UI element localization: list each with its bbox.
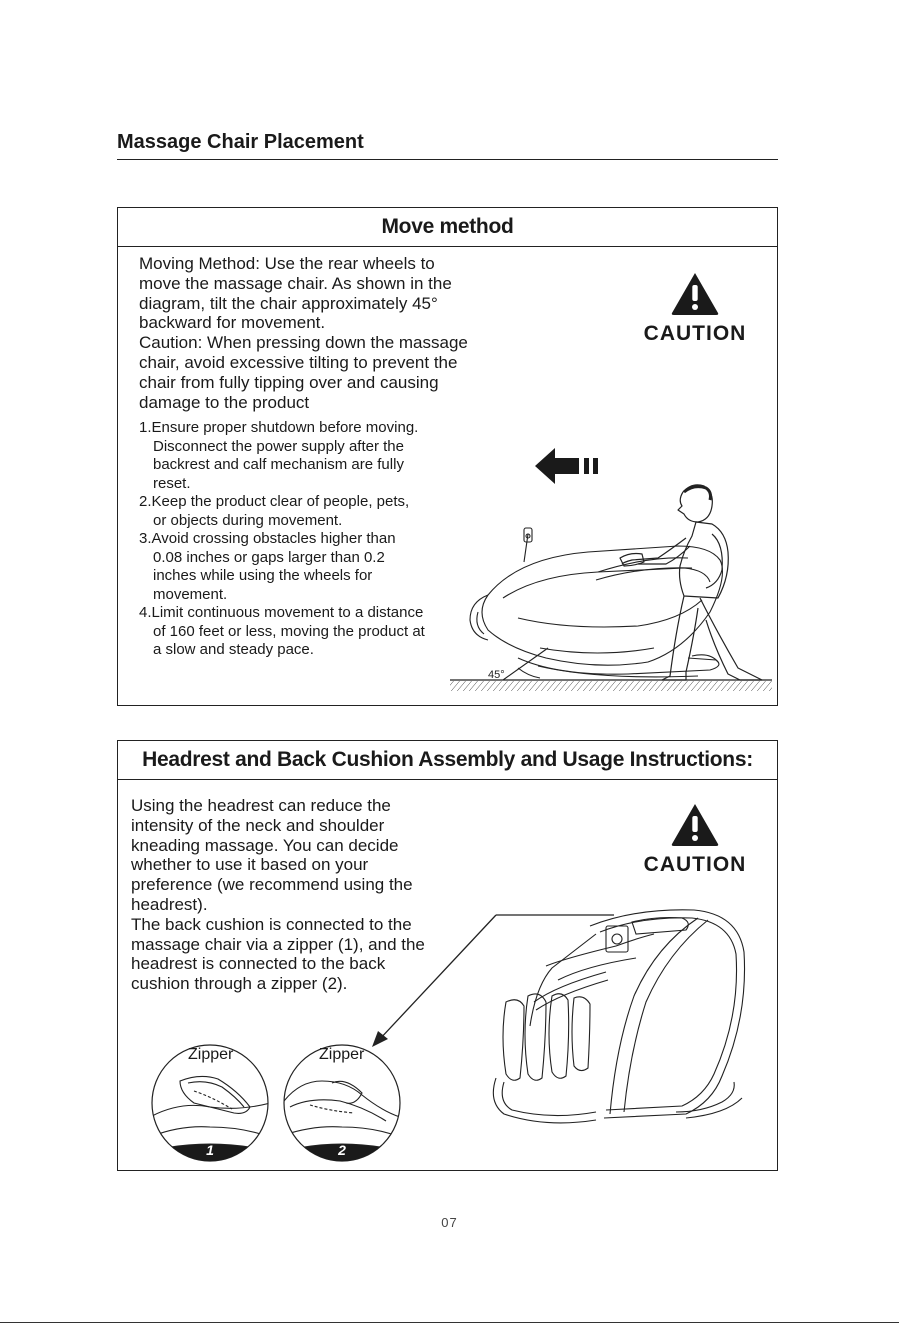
step-line: 4.Limit continuous movement to a distance xyxy=(139,604,424,621)
move-method-heading: Move method xyxy=(118,208,777,247)
intro-line: move the massage chair. As shown in the xyxy=(139,273,452,293)
intro-line: chair from fully tipping over and causing xyxy=(139,372,439,392)
caution-badge xyxy=(630,271,760,346)
instruction-line: kneading massage. You can decide xyxy=(131,835,399,855)
intro-line: Moving Method: Use the rear wheels to xyxy=(139,254,435,273)
step-line: backrest and calf mechanism are fully xyxy=(153,456,404,473)
instruction-line: headrest). xyxy=(131,894,208,914)
instruction-line: The back cushion is connected to the xyxy=(131,914,412,934)
zipper-label-1: Zipper xyxy=(188,1046,234,1063)
intro-line: backward for movement. xyxy=(139,313,326,333)
intro-line: damage to the product xyxy=(139,392,310,412)
zipper-number-2: 2 xyxy=(338,1142,346,1158)
caution-label: CAUTION xyxy=(643,853,747,876)
tilting-chair-illustration xyxy=(448,480,778,705)
move-steps-list xyxy=(139,419,425,660)
instruction-line: intensity of the neck and shoulder xyxy=(131,815,385,835)
step-line: 0.08 inches or gaps larger than 0.2 xyxy=(153,548,385,566)
step-line: of 160 feet or less, moving the product at xyxy=(153,622,425,640)
headrest-section xyxy=(117,740,778,1171)
step-line: movement. xyxy=(153,585,228,603)
instruction-line: cushion through a zipper (2). xyxy=(131,974,348,994)
bottom-rule xyxy=(0,1322,899,1323)
warning-triangle-icon xyxy=(670,802,720,847)
step-line: Disconnect the power supply after the xyxy=(153,437,404,455)
title-underline xyxy=(117,159,778,160)
warning-triangle-icon xyxy=(670,271,720,316)
massage-chair-illustration xyxy=(486,906,756,1136)
move-method-intro xyxy=(139,254,468,412)
step-line: 3.Avoid crossing obstacles higher than xyxy=(139,530,396,547)
step-line: reset. xyxy=(153,474,191,492)
zipper-label-2: Zipper xyxy=(319,1046,365,1063)
intro-line: chair, avoid excessive tilting to prevent the xyxy=(139,352,458,372)
step-line: or objects during movement. xyxy=(153,511,343,529)
step-line: a slow and steady pace. xyxy=(153,641,314,658)
instruction-line: preference (we recommend using the xyxy=(131,875,413,895)
move-method-section xyxy=(117,207,778,706)
page-number: 07 xyxy=(441,1215,458,1230)
caution-badge xyxy=(630,802,760,877)
zipper-number-1: 1 xyxy=(206,1142,214,1158)
step-line: inches while using the wheels for xyxy=(153,567,373,584)
caution-label: CAUTION xyxy=(643,322,747,345)
instruction-line: headrest is connected to the back xyxy=(131,954,386,974)
page-title: Massage Chair Placement xyxy=(117,131,364,153)
step-line: 2.Keep the product clear of people, pets, xyxy=(139,493,410,510)
instruction-line: Using the headrest can reduce the xyxy=(131,796,391,815)
instruction-line: whether to use it based on your xyxy=(131,855,369,875)
instruction-line: massage chair via a zipper (1), and the xyxy=(131,934,425,954)
angle-label: 45° xyxy=(488,669,505,681)
intro-line: diagram, tilt the chair approximately 45° xyxy=(139,293,438,313)
step-line: 1.Ensure proper shutdown before moving. xyxy=(139,419,419,436)
headrest-heading: Headrest and Back Cushion Assembly and Usage Instructions: xyxy=(118,741,777,780)
intro-line: Caution: When pressing down the massage xyxy=(139,333,468,353)
